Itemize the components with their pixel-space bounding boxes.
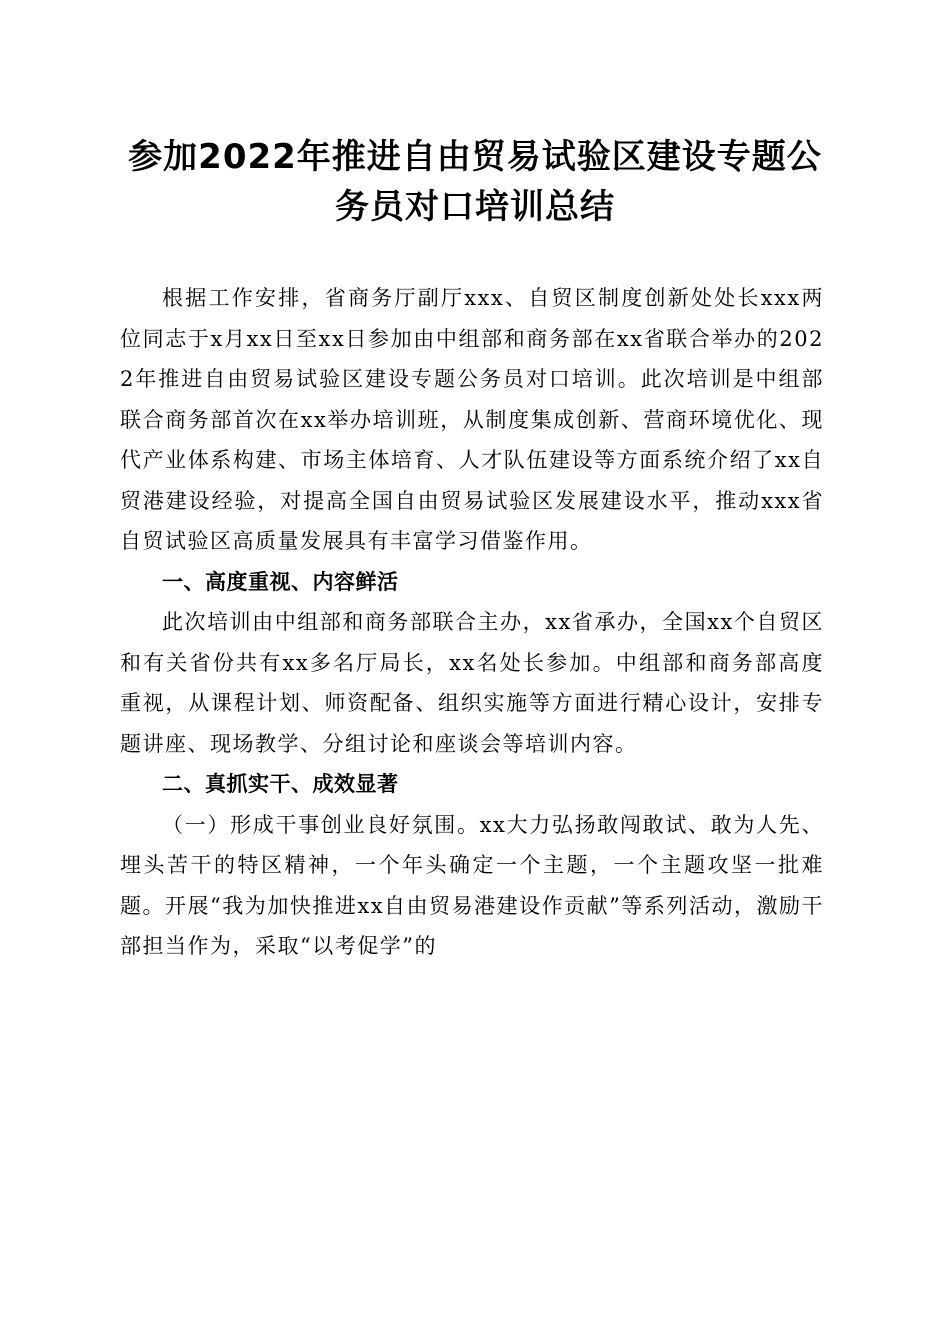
section-1-paragraph: 此次培训由中组部和商务部联合主办，xx省承办，全国xx个自贸区和有关省份共有xx多名厅局长，xx名处长参加。中组部和商务部高度重视，从课程计划、师资配备、组织实施等方面进行精心设计，安排专题讲座、现场教学、分组讨论和座谈会等培训内容。	[120, 610, 824, 756]
intro-paragraph: 根据工作安排，省商务厅副厅xxx、自贸区制度创新处处长xxx两位同志于x月xx日至xx日参加由中组部和商务部在xx省联合举办的2022年推进自由贸易试验区建设专题公务员对口培训。此次培训是中组部联合商务部首次在xx举办培训班，从制度集成创新、营商环境优化、现代产业体系构建、市场主体培育、人才队伍建设等方面系统介绍了xx自贸港建设经验，对提高全国自由贸易试验区发展建设水平，推动xxx省自贸试验区高质量发展具有丰富学习借鉴作用。	[120, 286, 824, 553]
section-2-heading: 二、真抓实干、成效显著	[162, 772, 399, 796]
subsection-1-heading: （一）形成干事创业良好氛围。	[162, 812, 480, 837]
section-2-paragraph	[120, 805, 824, 967]
subsection-1-text: xx大力弘扬敢闯敢试、敢为人先、埋头苦干的特区精神，一个年头确定一个主题，一个主题攻坚一批难题。开展“我为加快推进xx自由贸易港建设作贡献”等系列活动，激励干部担当作为，采取“以考促学”的	[120, 812, 824, 958]
document-body	[120, 278, 824, 967]
document-title	[100, 132, 850, 232]
section-1-heading: 一、高度重视、内容鲜活	[162, 569, 399, 594]
title-line-1: 参加2022年推进自由贸易试验区建设专题公	[128, 137, 822, 177]
title-line-2: 务员对口培训总结	[335, 187, 615, 227]
